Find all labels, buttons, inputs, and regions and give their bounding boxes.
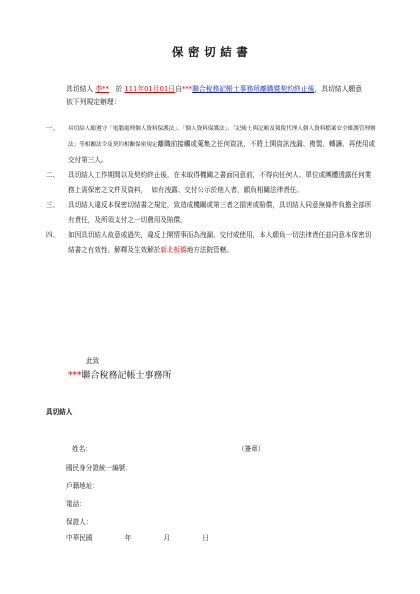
date-line — [66, 532, 209, 542]
intro-company-stars: *** — [181, 85, 193, 93]
clause-text: 如因具切結人故意或過失，違反上開情事而為洩漏、交付或使用，本人願負一切法律責任並同意本保密切結書之有效性、解釋及生效解於 — [68, 231, 372, 254]
clause-3 — [46, 198, 376, 228]
clause-2 — [46, 168, 376, 198]
intro-company: 聯合稅務記帳士事務所離職暨契約終止後 — [192, 85, 315, 93]
field-seal-label: （簽章） — [238, 445, 265, 453]
signer-section-label: 具切結人 — [46, 408, 73, 416]
date-month: 月 — [163, 534, 170, 542]
clause-4 — [46, 228, 376, 258]
clause-1 — [46, 121, 376, 168]
field-name-label: 姓名： — [72, 445, 92, 453]
addressee-company — [68, 368, 172, 381]
clause-number: 二、 — [46, 171, 60, 179]
intro-prefix: 具切結人 — [66, 85, 94, 93]
clause-number: 一、 — [46, 124, 60, 132]
clause-number: 三、 — [46, 201, 60, 209]
closing-salutation: 此致 — [86, 357, 100, 365]
clauses-list — [46, 121, 376, 258]
court-location: 新北板橋 — [160, 246, 187, 254]
date-day: 日 — [202, 534, 209, 542]
signer-name: 李** — [95, 85, 109, 93]
company-stars: *** — [68, 371, 82, 381]
field-phone-label: 電話： — [66, 500, 86, 508]
clause-text-cont: 離職前接觸或蒐集之任何資訊，不將上開資訊洩漏、複製、轉讓、再使用或交付第三人。 — [68, 140, 376, 164]
clause-text: 具切結人違反本保密切結書之規定，致造成機關或第三者之損害或賠償，具切結人同意無條件負擔全部所有責任，及所須支付之一切費用及賠償。 — [68, 201, 372, 224]
company-name: 聯合稅務記帳士事務所 — [81, 371, 172, 381]
field-address-label: 戶籍地址： — [66, 482, 99, 490]
clause-text-cont: 如有洩露、交付公示於他人者，願負相關法律責任。 — [151, 186, 303, 194]
intro-from: 自 — [175, 85, 182, 93]
date-era: 中華民國 — [66, 534, 93, 542]
intro-paragraph — [66, 83, 366, 109]
clause-text-cont: 地方法院管轄。 — [186, 246, 233, 254]
intro-at: 於 — [115, 85, 123, 93]
intro-suffix: ，具切結人願意依下列規定辦理： — [66, 85, 362, 106]
document-title: 保 密 切 結 書 — [171, 45, 249, 59]
date-year: 年 — [124, 534, 132, 542]
clause-text: 具切結人願遵守「電腦處理個人資料保護法」、「個人資料保護法」、「記帳士與記帳及報稅代理人個人資料檔案安全維護管理辦法」等相關法令及契約相關保密規定 — [68, 126, 376, 148]
clause-text: 具切結人工作期間以及契約終止後，在未取得機關之書面同意前，不得向任何人、單位或團體透露任何業務上需保密之文件及資料， — [68, 171, 372, 194]
clause-number: 四、 — [46, 231, 60, 239]
field-id-label: 國民身分證統一編號： — [66, 464, 132, 472]
intro-date: 111年01月01日 — [124, 85, 176, 93]
field-guarantor-label: 保證人： — [66, 518, 93, 526]
